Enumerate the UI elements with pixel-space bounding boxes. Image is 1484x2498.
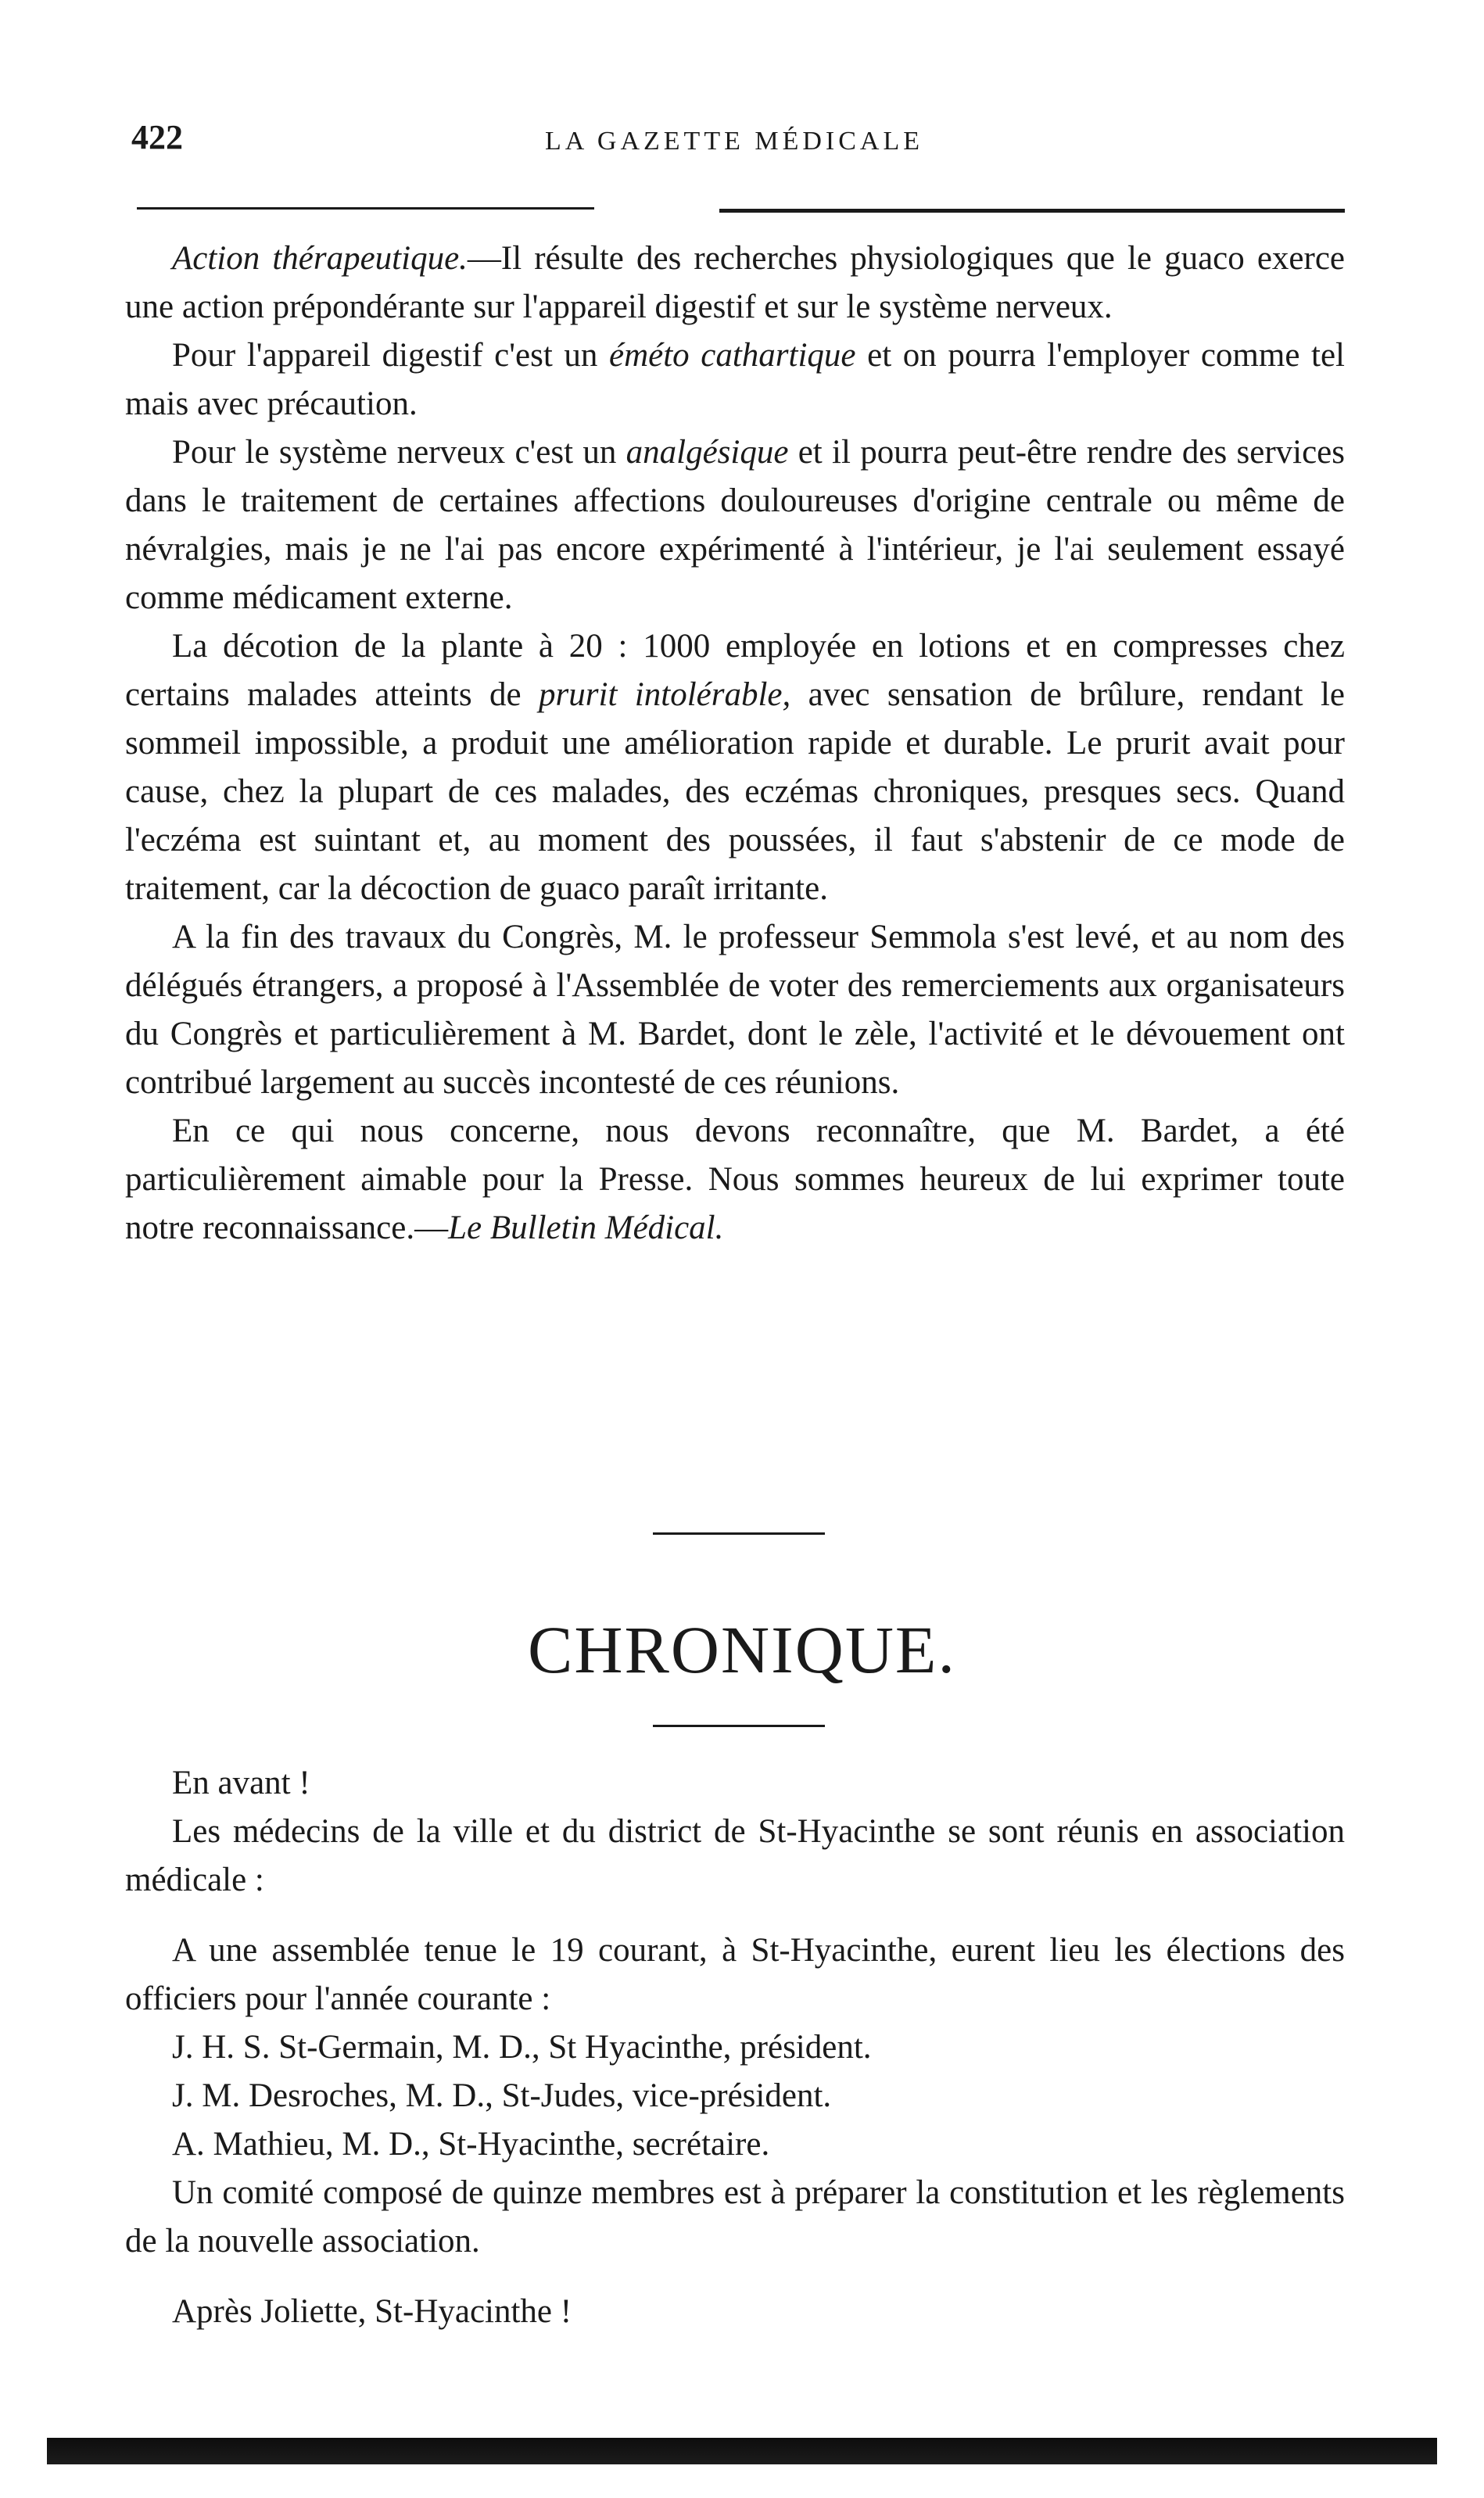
paragraph-text: Pour le système nerveux c'est un: [172, 434, 626, 471]
header-rule-right: [719, 209, 1345, 213]
chronique-line: En avant !: [172, 1765, 310, 1801]
chronique-closing: Après Joliette, St-Hyacinthe !: [172, 2293, 572, 2330]
scan-edge-band: [47, 2438, 1437, 2464]
section-divider-top: [653, 1532, 825, 1535]
page-number: 422: [131, 118, 183, 156]
paragraph-text: avec sensation de brûlure, rendant le sommeil impossible, a produit une amélioration rapide et durable. Le prurit avait pour cause, chez la plupart de ces malades, des eczémas chroniques, presques secs. Quand l'eczéma est suintant et, au moment des poussées, il faut s'abstenir de ce mode de traitement, car la décoction de guaco paraît irritante.: [125, 676, 1345, 907]
paragraph-text: En ce qui nous concerne, nous devons reconnaître, que M. Bardet, a été particulièrement aimable pour la Presse. Nous sommes heureux de lui exprimer toute notre reconnaissance.—: [125, 1113, 1345, 1246]
chronique-body: [125, 1759, 1345, 2336]
officer-vice-president: J. M. Desroches, M. D., St-Judes, vice-président.: [172, 2077, 832, 2114]
running-title: LA GAZETTE MÉDICALE: [544, 127, 924, 156]
subheading-action-therapeutique: Action thérapeutique.: [172, 240, 468, 277]
paragraph-presse: [125, 1107, 1345, 1253]
officer-president: J. H. S. St-Germain, M. D., St Hyacinthe, président.: [172, 2029, 872, 2066]
term-emeto-cathartique: éméto cathartique: [608, 337, 856, 374]
term-analgesique: analgésique: [626, 434, 789, 471]
page-header: [125, 117, 1343, 172]
paragraph-text: et il pourra peut-être rendre des services dans le traitement de certaines affections douloureuses d'origine centrale ou même de névralgies, mais je ne l'ai pas encore expérimenté à l'intérieur, je l'ai seulement essayé comme médicament externe.: [125, 434, 1346, 616]
section-divider-bottom: [653, 1725, 825, 1727]
section-title: CHRONIQUE.: [528, 1612, 956, 1687]
paragraph-text: —Il résulte des recherches physiologiques que le guaco exerce une action prépondérante sur l'appareil digestif et sur le système nerveux.: [125, 240, 1345, 325]
paragraph-decoction: [125, 622, 1345, 913]
paragraph-digestif: [125, 332, 1345, 428]
chronique-line: Un comité composé de quinze membres est à préparer la constitution et les règlements de la nouvelle association.: [125, 2174, 1345, 2260]
header-rule-left: [137, 207, 594, 210]
term-prurit: prurit intolérable,: [539, 676, 791, 713]
chronique-line: A une assemblée tenue le 19 courant, à St-Hyacinthe, eurent lieu les élections des officiers pour l'année courante :: [125, 1932, 1345, 2017]
chronique-line: Les médecins de la ville et du district de St-Hyacinthe se sont réunis en association médicale :: [125, 1813, 1345, 1898]
paragraph-action: [125, 235, 1345, 332]
article-body: [125, 235, 1345, 1253]
source-citation: Le Bulletin Médical.: [448, 1210, 724, 1246]
paragraph-text: Pour l'appareil digestif c'est un: [172, 337, 609, 374]
officer-secretaire: A. Mathieu, M. D., St-Hyacinthe, secrétaire.: [172, 2126, 770, 2163]
paragraph-nerveux: [125, 428, 1345, 622]
paragraph-congres: A la fin des travaux du Congrès, M. le professeur Semmola s'est levé, et au nom des délégués étrangers, a proposé à l'Assemblée de voter des remerciements aux organisateurs du Congrès et particulièrement à M. Bardet, dont le zèle, l'activité et le dévouement ont contribué largement au succès incontesté de ces réunions.: [125, 919, 1345, 1101]
paragraph-text: et on pourra l'employer comme tel mais avec précaution.: [125, 337, 1345, 422]
paragraph-text: La décotion de la plante à 20 : 1000 employée en lotions et en compresses chez certains malades atteints de: [125, 628, 1345, 713]
